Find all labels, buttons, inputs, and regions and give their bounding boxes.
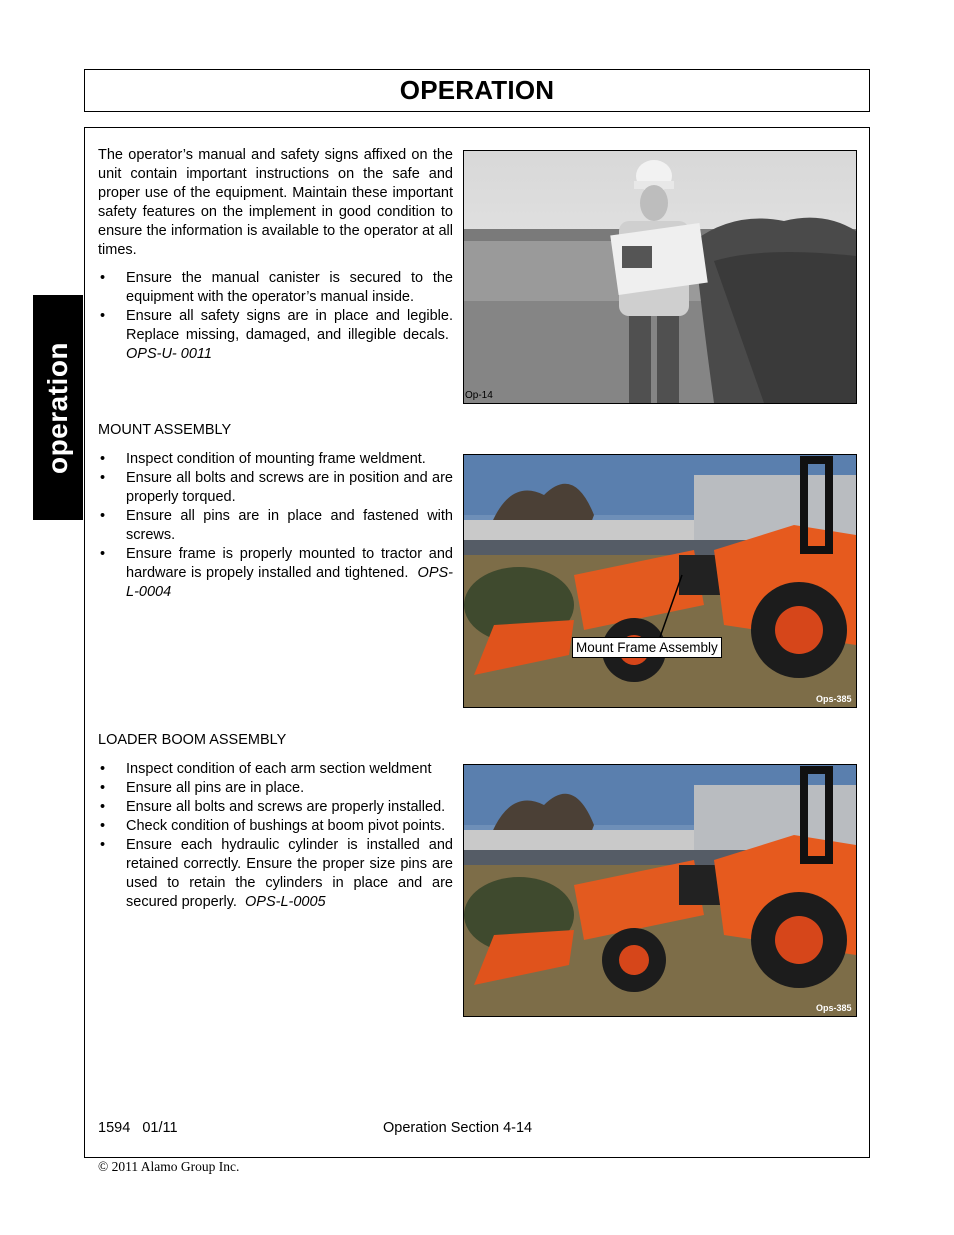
list-item: • Ensure all pins are in place and fastened with screws. [98, 507, 453, 545]
intro-paragraph: The operator’s manual and safety signs affixed on the unit contain important instructions on the safe and proper use of the equipment. Maintain these important safety features on the implement in good condition to ensure the information is available to the operator at all times. [98, 147, 453, 258]
loader-boom-heading: LOADER BOOM ASSEMBLY [98, 732, 287, 748]
reference-code: OPS-U- 0011 [126, 346, 212, 362]
mount-frame-callout: Mount Frame Assembly [572, 637, 722, 658]
boom-section [98, 760, 453, 912]
page-header [84, 69, 870, 112]
tractor-mount-frame-photo [463, 454, 857, 708]
list-item: • Ensure all pins are in place. [98, 779, 453, 798]
list-item: • Inspect condition of mounting frame weldment. [98, 450, 453, 469]
mount-bullet-list [98, 450, 453, 602]
intro-section [98, 146, 453, 364]
reference-code: OPS-L-0005 [245, 894, 326, 910]
copyright: © 2011 Alamo Group Inc. [98, 1159, 240, 1174]
list-item: • Ensure each hydraulic cylinder is installed and retained correctly. Ensure the proper size pins are used to retain the cylinders in place and are secured properly. OPS-L-0005 [98, 836, 453, 912]
list-item: • Check condition of bushings at boom pivot points. [98, 817, 453, 836]
reference-code: OPS-L-0004 [126, 565, 453, 600]
operator-reading-manual-photo [463, 150, 857, 404]
image-code: Op-14 [465, 390, 493, 401]
tractor-loader-boom-photo [463, 764, 857, 1017]
list-item: • Ensure frame is properly mounted to tractor and hardware is propely installed and tightened. OPS-L-0004 [98, 545, 453, 602]
mount-assembly-heading: MOUNT ASSEMBLY [98, 422, 232, 438]
intro-bullet-list [98, 269, 453, 364]
list-item: • Inspect condition of each arm section weldment [98, 760, 453, 779]
list-item: • Ensure all bolts and screws are properly installed. [98, 798, 453, 817]
doc-number: 1594 01/11 [98, 1120, 178, 1136]
list-item: • Ensure all bolts and screws are in position and are properly torqued. [98, 469, 453, 507]
image-code: Ops-385 [816, 694, 852, 704]
image-code: Ops-385 [816, 1003, 852, 1013]
mount-section [98, 450, 453, 602]
page-title: OPERATION [399, 75, 555, 105]
boom-bullet-list [98, 760, 453, 912]
side-tab-label: operation [42, 341, 73, 474]
section-side-tab [33, 295, 83, 520]
list-item: • Ensure the manual canister is secured to the equipment with the operator’s manual inside. [98, 269, 453, 307]
section-page-number: Operation Section 4-14 [383, 1120, 533, 1136]
list-item: • Ensure all safety signs are in place and legible. Replace missing, damaged, and illegible decals. OPS-U- 0011 [98, 307, 453, 364]
